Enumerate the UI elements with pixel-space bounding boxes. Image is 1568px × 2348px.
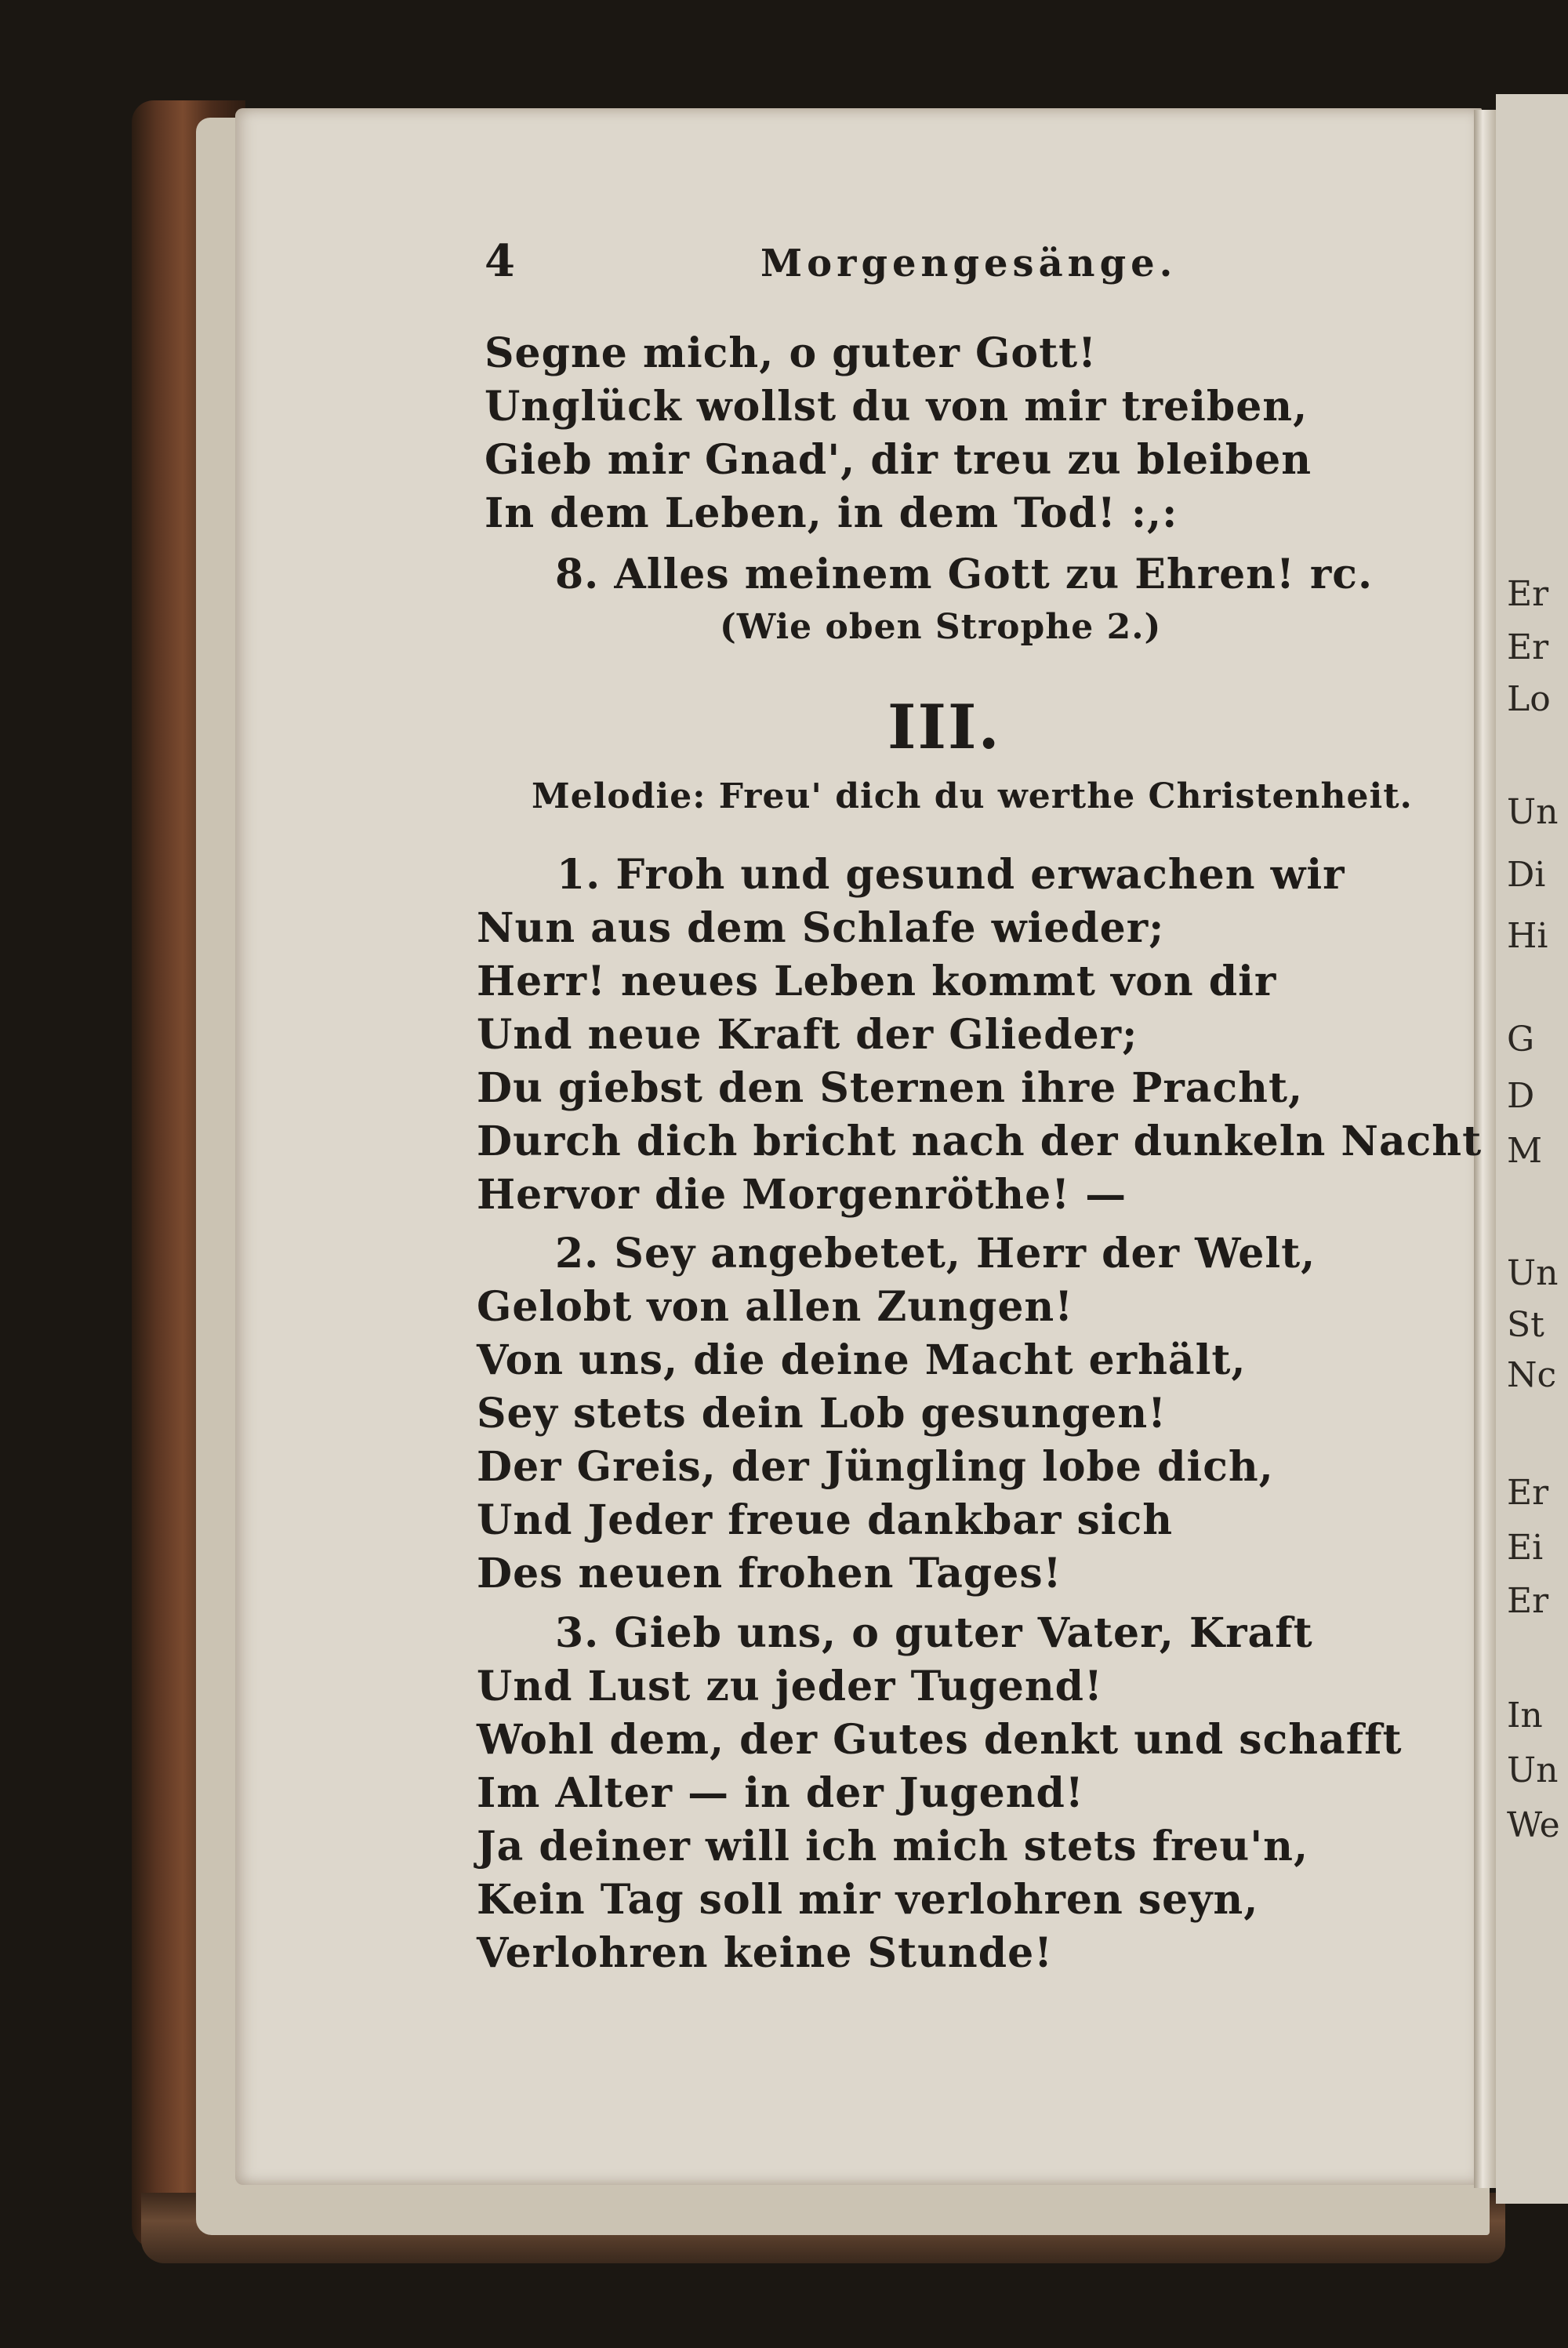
facing-page-fragment: In: [1507, 1696, 1543, 1736]
stanza-end-line: Segne mich, o guter Gott!: [485, 329, 1097, 377]
verse-3-line: Wohl dem, der Gutes denkt und schafft: [477, 1716, 1403, 1764]
section-numeral: III.: [887, 692, 1001, 763]
facing-page-fragment: Hi: [1507, 916, 1548, 956]
verse-8-note: (Wie oben Strophe 2.): [720, 607, 1162, 647]
stanza-end-line: In dem Leben, in dem Tod! :,:: [485, 489, 1178, 537]
verse-1-line: 1. Froh und gesund erwachen wir: [557, 851, 1345, 899]
facing-page-fragment: Di: [1507, 855, 1546, 895]
stanza-end-line: Unglück wollst du von mir treiben,: [485, 383, 1308, 431]
facing-page-fragment: Un: [1507, 792, 1559, 832]
verse-2-line: Von uns, die deine Macht erhält,: [477, 1336, 1247, 1384]
facing-page-fragment: Un: [1507, 1253, 1559, 1293]
verse-1-line: Herr! neues Leben kommt von dir: [477, 958, 1277, 1005]
verse-8-line: 8. Alles meinem Gott zu Ehren! rc.: [555, 551, 1374, 598]
verse-2-line: 2. Sey angebetet, Herr der Welt,: [555, 1230, 1316, 1278]
facing-page-fragment: Nc: [1507, 1355, 1557, 1395]
facing-page-fragment: Lo: [1507, 679, 1551, 719]
facing-page-fragment: M: [1507, 1131, 1543, 1171]
verse-2-line: Gelobt von allen Zungen!: [477, 1283, 1074, 1331]
verse-1-line: Durch dich bricht nach der dunkeln Nacht: [477, 1118, 1483, 1165]
verse-3-line: Ja deiner will ich mich stets freu'n,: [477, 1823, 1309, 1870]
facing-page-fragment: Ei: [1507, 1528, 1544, 1568]
stanza-end-line: Gieb mir Gnad', dir treu zu bleiben: [485, 436, 1312, 484]
facing-page-fragment: We: [1507, 1805, 1560, 1845]
verse-2-line: Sey stets dein Lob gesungen!: [477, 1390, 1167, 1438]
facing-page-fragment: Er: [1507, 574, 1549, 614]
facing-page-fragment: G: [1507, 1020, 1535, 1060]
running-title: Morgengesänge.: [760, 242, 1178, 285]
facing-page-fragment: Un: [1507, 1750, 1559, 1790]
page-number: 4: [485, 235, 516, 287]
verse-3-line: Verlohren keine Stunde!: [477, 1929, 1054, 1977]
facing-page-fragment: Er: [1507, 1581, 1549, 1621]
verse-2-line: Und Jeder freue dankbar sich: [477, 1496, 1174, 1544]
facing-page-fragment: St: [1507, 1305, 1544, 1345]
facing-page-fragment: Er: [1507, 627, 1549, 667]
facing-page-fragment: D: [1507, 1076, 1535, 1116]
verse-3-line: Im Alter — in der Jugend!: [477, 1769, 1084, 1817]
verse-2-line: Der Greis, der Jüngling lobe dich,: [477, 1443, 1274, 1491]
melody-line: Melodie: Freu' dich du werthe Christenheit.: [532, 776, 1413, 816]
verse-3-line: Kein Tag soll mir verlohren seyn,: [477, 1876, 1259, 1924]
verse-1-line: Du giebst den Sternen ihre Pracht,: [477, 1064, 1304, 1112]
verse-1-line: Nun aus dem Schlafe wieder;: [477, 904, 1165, 952]
verse-1-line: Hervor die Morgenröthe! —: [477, 1171, 1127, 1219]
facing-page-fragment: Er: [1507, 1473, 1549, 1513]
verse-3-line: 3. Gieb uns, o guter Vater, Kraft: [555, 1609, 1313, 1657]
verse-3-line: Und Lust zu jeder Tugend!: [477, 1663, 1103, 1710]
verse-2-line: Des neuen frohen Tages!: [477, 1550, 1062, 1597]
verse-1-line: Und neue Kraft der Glieder;: [477, 1011, 1138, 1059]
